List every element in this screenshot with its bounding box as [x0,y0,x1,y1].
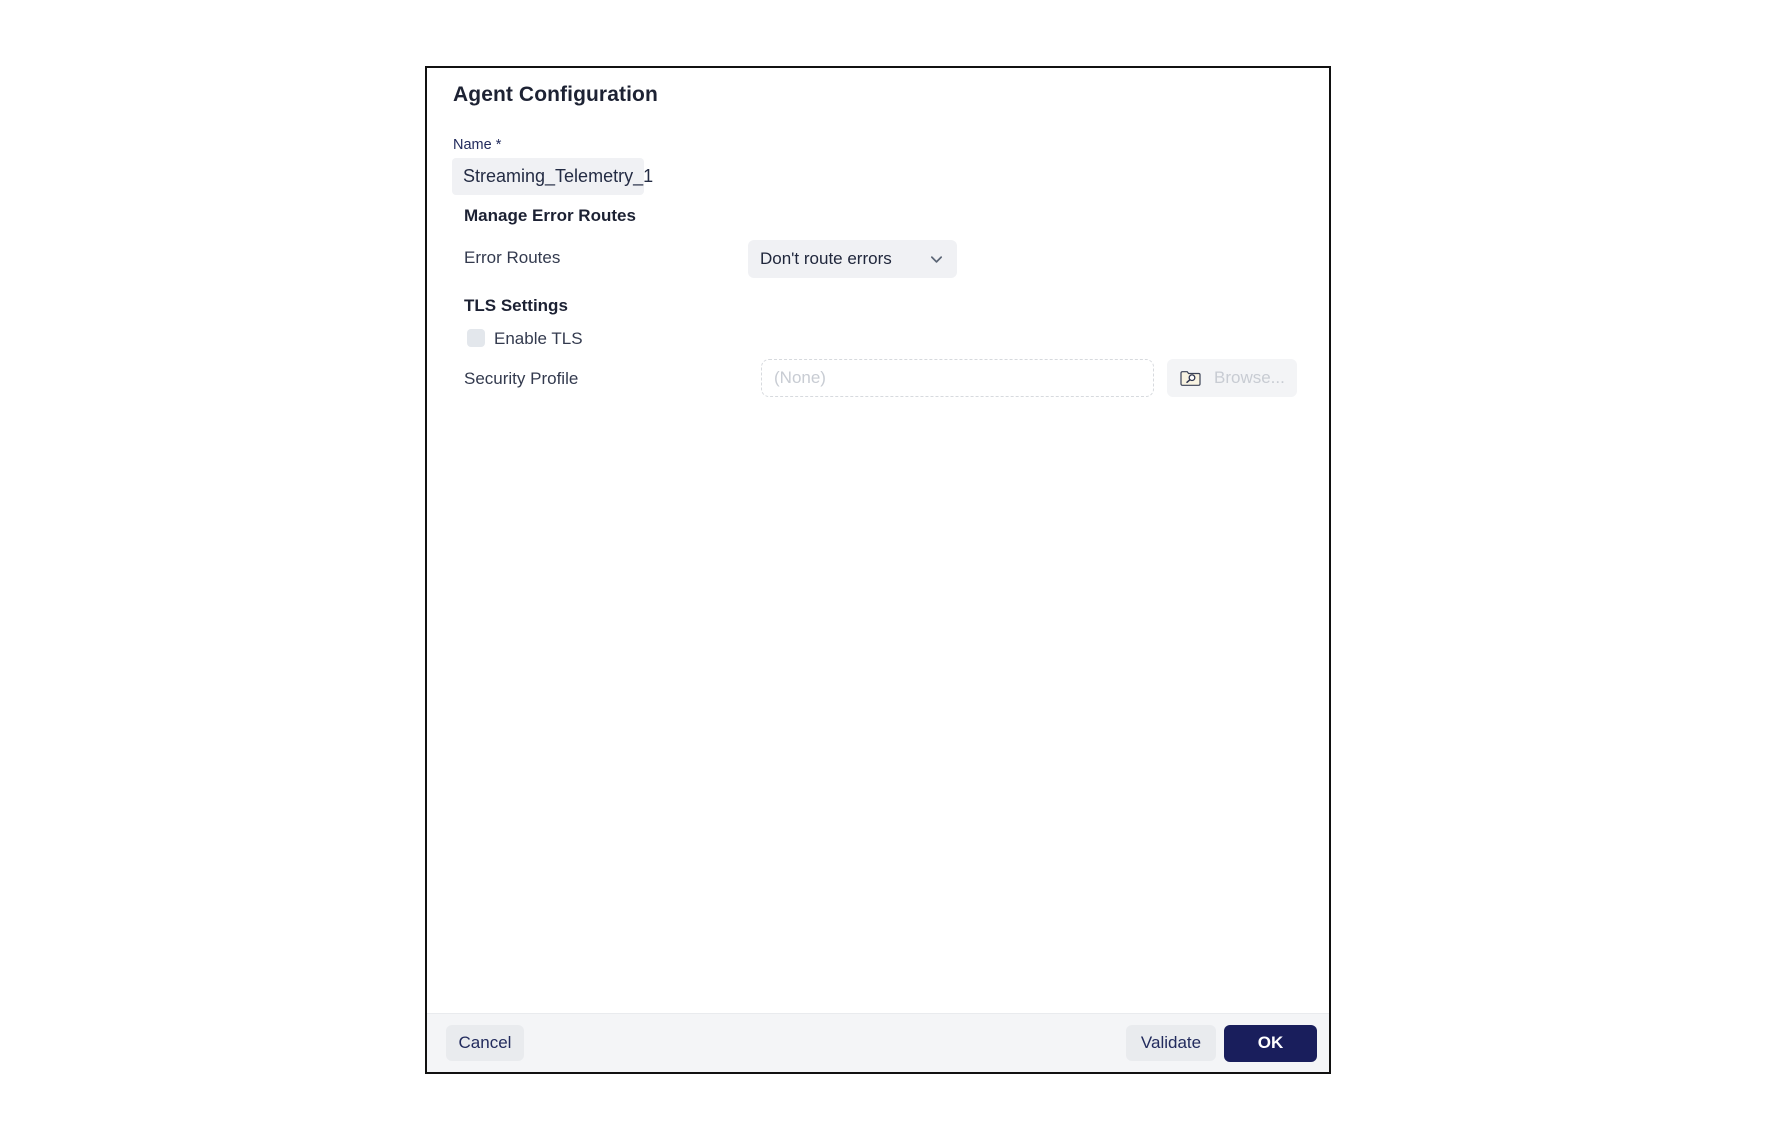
chevron-down-icon [929,252,944,267]
name-field-label: Name * [453,137,502,153]
validate-button[interactable]: Validate [1126,1025,1216,1061]
folder-search-icon [1180,369,1201,387]
name-input[interactable] [452,158,654,195]
browse-button-label: Browse... [1214,368,1285,387]
error-routes-dropdown[interactable] [748,240,957,278]
security-profile-value [761,359,1154,397]
error-routes-dropdown-value: Don't route errors [760,249,892,268]
security-profile-placeholder: (None) [774,368,826,387]
manage-error-routes-heading: Manage Error Routes [464,206,636,225]
name-input-value: Streaming_Telemetry_1 [463,166,654,186]
dialog-body [427,68,1329,1013]
ok-button[interactable]: OK [1224,1025,1317,1062]
dialog-footer [427,1013,1329,1072]
browse-button[interactable] [1167,359,1297,397]
error-routes-label: Error Routes [464,248,561,267]
enable-tls-label[interactable]: Enable TLS [494,329,583,348]
tls-settings-heading: TLS Settings [464,296,568,315]
enable-tls-checkbox[interactable] [467,329,485,347]
agent-configuration-dialog [425,66,1331,1074]
cancel-button[interactable]: Cancel [446,1025,524,1061]
security-profile-label: Security Profile [464,369,579,388]
dialog-title: Agent Configuration [453,83,658,106]
